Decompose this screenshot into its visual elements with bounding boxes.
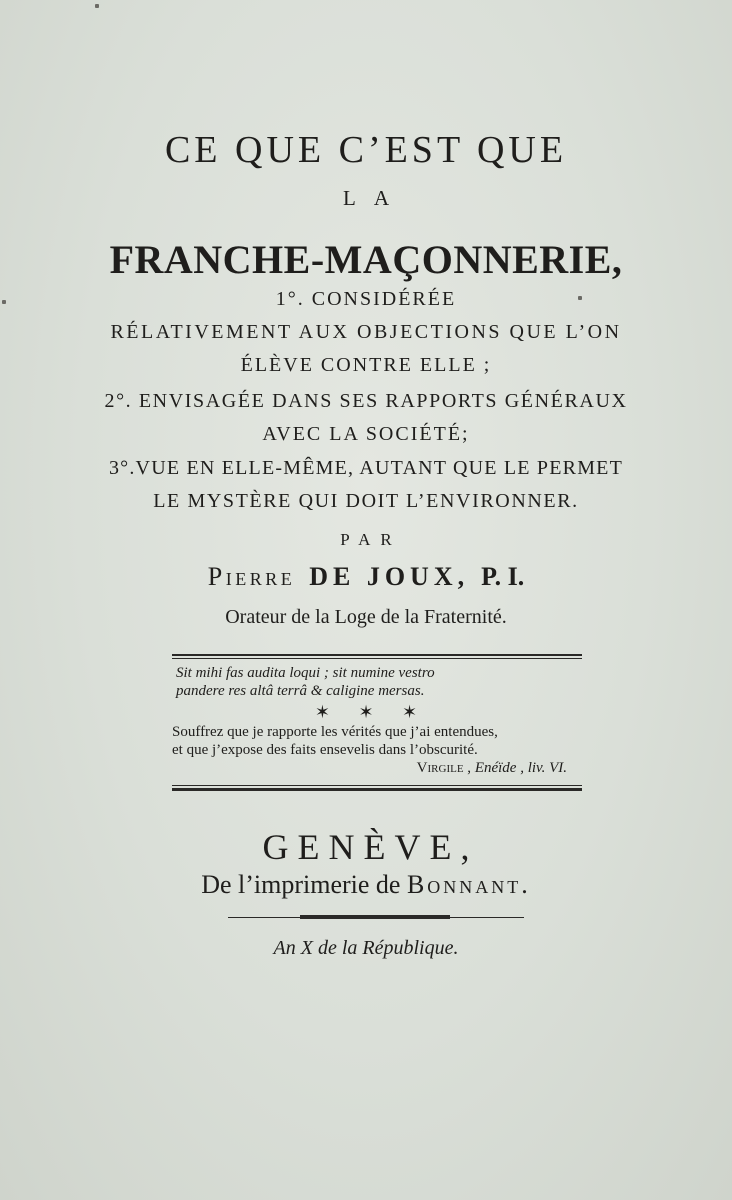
author-role: Orateur de la Loge de la Fraternité. [225, 606, 507, 628]
rule-top-thick [172, 654, 582, 656]
author-line [0, 562, 732, 592]
imprint-printer-prefix: De l’imprimerie de [201, 870, 401, 899]
paper-speck [95, 4, 99, 8]
title-line-1: CE QUE C’EST QUE [164, 129, 568, 171]
epigraph-latin-2: pandere res altâ terrâ & caligine mersas. [176, 683, 425, 699]
author-first-name: Pierre [207, 562, 296, 591]
author-last-name: DE JOUX, [309, 562, 470, 591]
epigraph-source-author: Virgile , [416, 760, 472, 776]
epigraph-source-work: Enéïde , liv. VI. [474, 760, 567, 776]
imprint-city: GENÈVE, [262, 827, 479, 867]
rule-bottom-thick [172, 788, 582, 791]
epigraph-latin-1: Sit mihi fas audita loqui ; sit numine vestro [176, 665, 435, 681]
by-label: PAR [340, 530, 402, 549]
point-1-heading: 1°. CONSIDÉRÉE [275, 288, 457, 310]
epigraph-source [172, 760, 567, 777]
point-2-line-2: AVEC LA SOCIÉTÉ; [262, 423, 470, 445]
author-suffix: P. I. [481, 562, 525, 591]
ornament-rule-thick [300, 915, 450, 919]
paper-speck [2, 300, 6, 304]
imprint-printer-name: Bonnant. [406, 870, 531, 899]
imprint-printer [0, 870, 732, 900]
epigraph-french-2: et que j’expose des faits ensevelis dans l’obscurité. [172, 742, 478, 758]
title-line-2: LA [343, 186, 407, 210]
point-1-line-2: ÉLÈVE CONTRE ELLE ; [240, 354, 492, 376]
title-main: FRANCHE-MAÇONNERIE, [109, 237, 623, 282]
point-2-line-1: 2°. ENVISAGÉE DANS SES RAPPORTS GÉNÉRAUX [104, 390, 628, 412]
point-3-line-2: LE MYSTÈRE QUI DOIT L’ENVIRONNER. [153, 490, 579, 512]
asterism: ✶ ✶ ✶ [314, 702, 430, 722]
point-1-line-1: RÉLATIVEMENT AUX OBJECTIONS QUE L’ON [110, 321, 622, 343]
imprint-date: An X de la République. [273, 937, 459, 959]
rule-top-thin [172, 658, 582, 659]
paper-speck [578, 296, 582, 300]
rule-bottom-thin [172, 785, 582, 786]
epigraph-french-1: Souffrez que je rapporte les vérités que j’ai entendues, [172, 724, 498, 740]
point-3-line-1: 3°.VUE EN ELLE-MÊME, AUTANT QUE LE PERMET [108, 457, 624, 479]
